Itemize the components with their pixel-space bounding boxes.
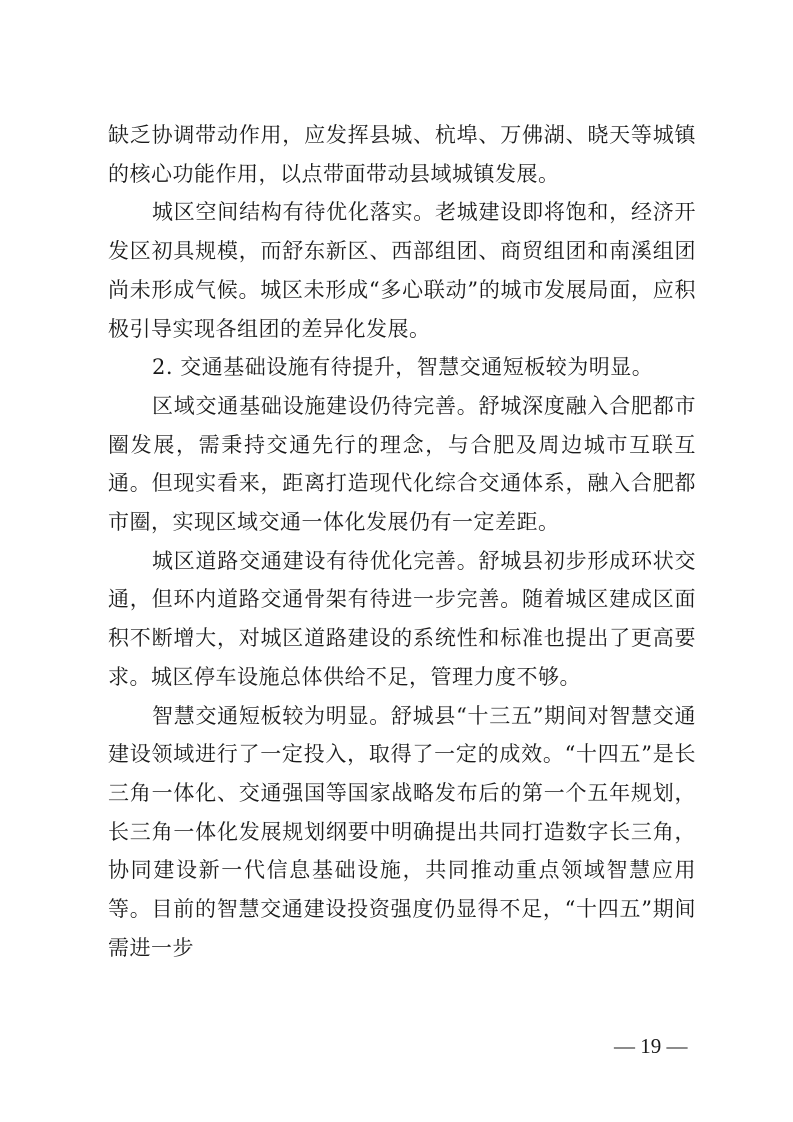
paragraph-smart-transport: 智慧交通短板较为明显。舒城县“十三五”期间对智慧交通建设领域进行了一定投入，取得了一定的成效。“十四五”是长三角一体化、交通强国等国家战略发布后的第一个五年规划，长三角一体化发展规划纲要中明确提出共同打造数字长三角，协同建设新一代信息基础设施，共同推动重点领域智慧应用等。目前的智慧交通建设投资强度仍显得不足，“十四五”期间需进一步 — [108, 703, 696, 960]
body-text — [108, 116, 696, 967]
paragraph-urban-roads: 城区道路交通建设有待优化完善。舒城县初步形成环状交通，但环内道路交通骨架有待进一步完善。随着城区建成区面积不断增大，对城区道路建设的系统性和标准也提出了更高要求。城区停车设施总体供给不足，管理力度不够。 — [108, 548, 696, 689]
paragraph-urban-structure: 城区空间结构有待优化落实。老城建设即将饱和，经济开发区初具规模，而舒东新区、西部组团、商贸组团和南溪组团尚未形成气候。城区未形成“多心联动”的城市发展局面，应积极引导实现各组团的差异化发展。 — [108, 200, 696, 341]
paragraph-regional-transport: 区域交通基础设施建设仍待完善。舒城深度融入合肥都市圈发展，需秉持交通先行的理念，与合肥及周边城市互联互通。但现实看来，距离打造现代化综合交通体系，融入合肥都市圈，实现区域交通一体化发展仍有一定差距。 — [108, 393, 696, 535]
section-heading-transport: 2. 交通基础设施有待提升，智慧交通短板较为明显。 — [152, 355, 654, 380]
page-number: — 19 — — [614, 1034, 688, 1058]
paragraph-continued: 缺乏协调带动作用，应发挥县城、杭埠、万佛湖、晓天等城镇的核心功能作用，以点带面带动县域城镇发展。 — [108, 123, 696, 186]
